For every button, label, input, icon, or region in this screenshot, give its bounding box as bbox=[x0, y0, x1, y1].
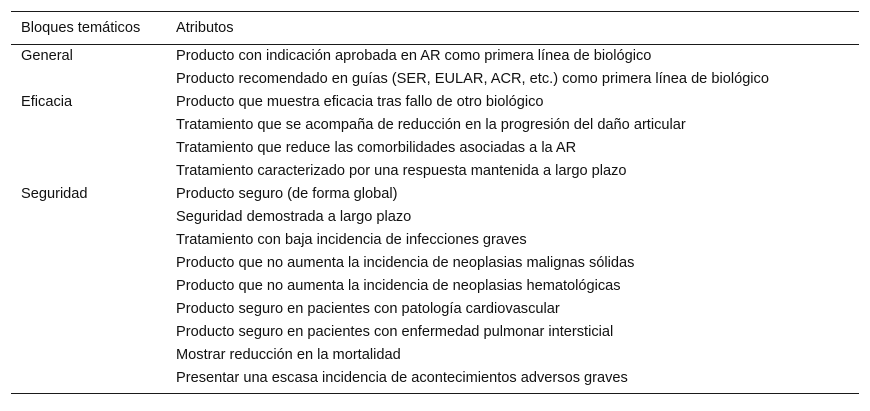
attribute-item: Producto que no aumenta la incidencia de neoplasias malignas sólidas bbox=[176, 255, 635, 271]
table-row-seguridad bbox=[11, 183, 859, 394]
attribute-item: Producto que no aumenta la incidencia de neoplasias hematológicas bbox=[176, 278, 621, 294]
attribute-item: Tratamiento que se acompaña de reducción en la progresión del daño articular bbox=[176, 117, 686, 133]
table-row-eficacia bbox=[11, 91, 859, 183]
attribute-item: Presentar una escasa incidencia de acontecimientos adversos graves bbox=[176, 370, 628, 386]
attributes-cell-eficacia bbox=[165, 91, 859, 183]
attributes-table-container bbox=[11, 11, 859, 394]
table-row-general bbox=[11, 45, 859, 92]
attribute-item: Tratamiento con baja incidencia de infecciones graves bbox=[176, 232, 527, 248]
attribute-item: Producto con indicación aprobada en AR como primera línea de biológico bbox=[176, 48, 652, 64]
attribute-item: Producto que muestra eficacia tras fallo de otro biológico bbox=[176, 94, 544, 110]
header-bloques-tematicos: Bloques temáticos bbox=[11, 12, 165, 45]
header-row bbox=[11, 12, 859, 45]
attribute-item: Producto seguro (de forma global) bbox=[176, 186, 398, 202]
attribute-item: Mostrar reducción en la mortalidad bbox=[176, 347, 401, 363]
attribute-item: Tratamiento caracterizado por una respuesta mantenida a largo plazo bbox=[176, 163, 627, 179]
attributes-table bbox=[11, 11, 859, 394]
table-body bbox=[11, 45, 859, 394]
attributes-cell-seguridad bbox=[165, 183, 859, 394]
table-header bbox=[11, 12, 859, 45]
attribute-item: Producto seguro en pacientes con enfermedad pulmonar intersticial bbox=[176, 324, 614, 340]
header-atributos: Atributos bbox=[165, 12, 859, 45]
block-cell-eficacia: Eficacia bbox=[21, 94, 73, 110]
attributes-cell-general bbox=[165, 45, 859, 92]
attribute-item: Producto seguro en pacientes con patología cardiovascular bbox=[176, 301, 560, 317]
attribute-item: Producto recomendado en guías (SER, EULAR, ACR, etc.) como primera línea de biológico bbox=[176, 71, 769, 87]
attribute-item: Tratamiento que reduce las comorbilidades asociadas a la AR bbox=[176, 140, 577, 156]
attribute-item: Seguridad demostrada a largo plazo bbox=[176, 209, 412, 225]
block-cell-seguridad: Seguridad bbox=[11, 183, 165, 394]
block-cell-general: General bbox=[21, 48, 73, 64]
